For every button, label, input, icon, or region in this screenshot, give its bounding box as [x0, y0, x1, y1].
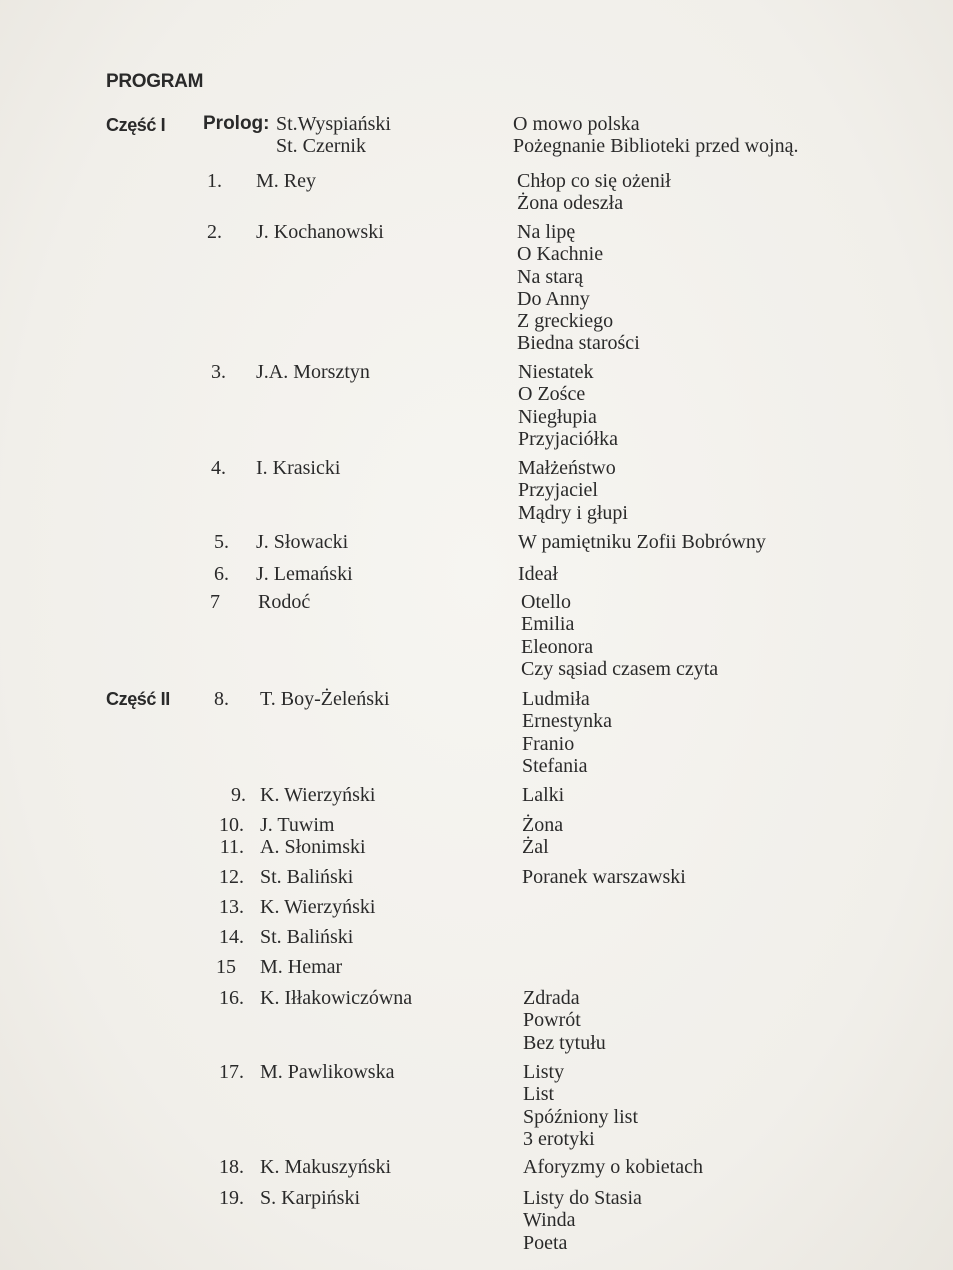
- item-title: 3 erotyki: [523, 1127, 595, 1150]
- item-number: 17.: [219, 1061, 244, 1083]
- item-number: 6.: [214, 563, 229, 585]
- item-titles: [518, 531, 766, 553]
- item-title: Żona odeszła: [517, 192, 624, 215]
- item-number: 5.: [214, 531, 229, 553]
- item-titles: [522, 866, 686, 888]
- item-title: Stefania: [522, 754, 588, 777]
- item-number: 3.: [211, 361, 226, 383]
- item-number: 19.: [219, 1187, 244, 1209]
- item-author: Rodoć: [258, 591, 311, 613]
- item-number: 8.: [214, 688, 229, 710]
- item-title: Żona: [522, 814, 564, 836]
- item-title: Czy sąsiad czasem czyta: [521, 657, 719, 680]
- item-titles: [522, 814, 563, 836]
- item-title: Żal: [522, 836, 549, 858]
- item-titles: [518, 563, 558, 585]
- prolog-title-2: Pożegnanie Biblioteki przed wojną.: [513, 135, 799, 157]
- item-titles: [521, 591, 718, 680]
- item-titles: [522, 784, 564, 806]
- item-title: Do Anny: [517, 287, 590, 310]
- prolog-label: Prolog:: [203, 113, 270, 134]
- part-2-label: Część II: [106, 689, 170, 709]
- prolog-title-1: O mowo polska: [513, 113, 640, 135]
- item-title: Lalki: [522, 784, 565, 806]
- item-author: St. Baliński: [260, 866, 354, 888]
- item-number: 12.: [219, 866, 244, 888]
- item-author: J. Słowacki: [256, 531, 349, 553]
- item-title: Poranek warszawski: [522, 866, 686, 888]
- item-title: Bez tytułu: [523, 1031, 606, 1054]
- item-author: M. Rey: [256, 170, 316, 192]
- item-title: Ideał: [518, 563, 558, 585]
- item-author: K. Iłłakowiczówna: [260, 987, 413, 1009]
- item-author: J. Lemański: [256, 563, 353, 585]
- item-titles: [517, 170, 671, 215]
- item-titles: [523, 987, 606, 1054]
- item-title: Na lipę: [517, 221, 576, 243]
- part-1-label: Część I: [106, 115, 166, 135]
- item-title: Ernestynka: [522, 710, 612, 733]
- item-title: Aforyzmy o kobietach: [523, 1156, 703, 1178]
- item-number: 11.: [219, 836, 244, 858]
- item-title: Z greckiego: [517, 310, 614, 333]
- item-number: 16.: [219, 987, 244, 1009]
- item-author: K. Wierzyński: [260, 896, 376, 918]
- item-title: Powrót: [523, 1009, 581, 1032]
- item-title: Franio: [522, 732, 575, 755]
- program-heading: PROGRAM: [106, 71, 204, 92]
- item-author: K. Wierzyński: [260, 784, 376, 806]
- item-titles: [523, 1187, 642, 1254]
- item-title: Małżeństwo: [518, 457, 616, 479]
- item-title: W pamiętniku Zofii Bobrówny: [518, 531, 766, 553]
- item-author: T. Boy-Żeleński: [260, 688, 390, 710]
- item-title: Mądry i głupi: [518, 501, 628, 524]
- item-author: J. Tuwim: [260, 814, 335, 836]
- item-author: J. Kochanowski: [256, 221, 384, 243]
- item-title: Otello: [521, 591, 571, 613]
- item-author: J.A. Morsztyn: [256, 361, 370, 383]
- item-titles: [523, 1061, 638, 1150]
- item-titles: [522, 836, 549, 858]
- item-author: M. Hemar: [260, 956, 343, 978]
- item-titles: [523, 1156, 703, 1178]
- item-title: Na starą: [517, 265, 584, 288]
- item-title: Zdrada: [523, 987, 580, 1009]
- prolog-author-2: St. Czernik: [276, 135, 366, 157]
- item-author: K. Makuszyński: [260, 1156, 392, 1178]
- prolog-author-1: St.Wyspiański: [276, 113, 391, 135]
- item-number: 1.: [207, 170, 222, 192]
- item-author: A. Słonimski: [260, 836, 366, 858]
- item-title: Ludmiła: [522, 688, 590, 710]
- item-title: Przyjaciółka: [518, 427, 618, 450]
- item-number: 18.: [219, 1156, 244, 1178]
- item-title: Poeta: [523, 1231, 568, 1254]
- item-number: 2.: [207, 221, 222, 243]
- item-author: M. Pawlikowska: [260, 1061, 395, 1083]
- item-number: 10.: [219, 814, 244, 836]
- item-title: O Kachnie: [517, 243, 604, 266]
- item-author: S. Karpiński: [260, 1187, 360, 1209]
- item-titles: [517, 221, 640, 355]
- item-title: Spóźniony list: [523, 1105, 639, 1128]
- item-title: Biedna starości: [517, 332, 640, 355]
- item-title: Listy: [523, 1061, 565, 1083]
- item-number: 14.: [219, 926, 244, 948]
- item-title: Emilia: [521, 613, 575, 636]
- item-title: Niestatek: [518, 361, 594, 383]
- item-title: Winda: [523, 1209, 576, 1232]
- item-number: 13.: [219, 896, 244, 918]
- item-number: 7: [210, 591, 220, 613]
- item-title: Przyjaciel: [518, 479, 598, 502]
- item-title: Eleonora: [521, 635, 594, 658]
- item-title: Listy do Stasia: [523, 1187, 642, 1209]
- item-number: 4.: [211, 457, 226, 479]
- item-author: St. Baliński: [260, 926, 354, 948]
- item-titles: [518, 457, 628, 524]
- item-titles: [522, 688, 612, 777]
- item-title: Chłop co się ożenił: [517, 170, 671, 192]
- item-title: List: [523, 1083, 555, 1106]
- item-number: 9.: [231, 784, 246, 806]
- item-author: I. Krasicki: [256, 457, 341, 479]
- item-title: Niegłupia: [518, 405, 597, 428]
- item-number: 15: [216, 956, 236, 978]
- item-titles: [518, 361, 618, 450]
- item-title: O Zośce: [518, 383, 586, 406]
